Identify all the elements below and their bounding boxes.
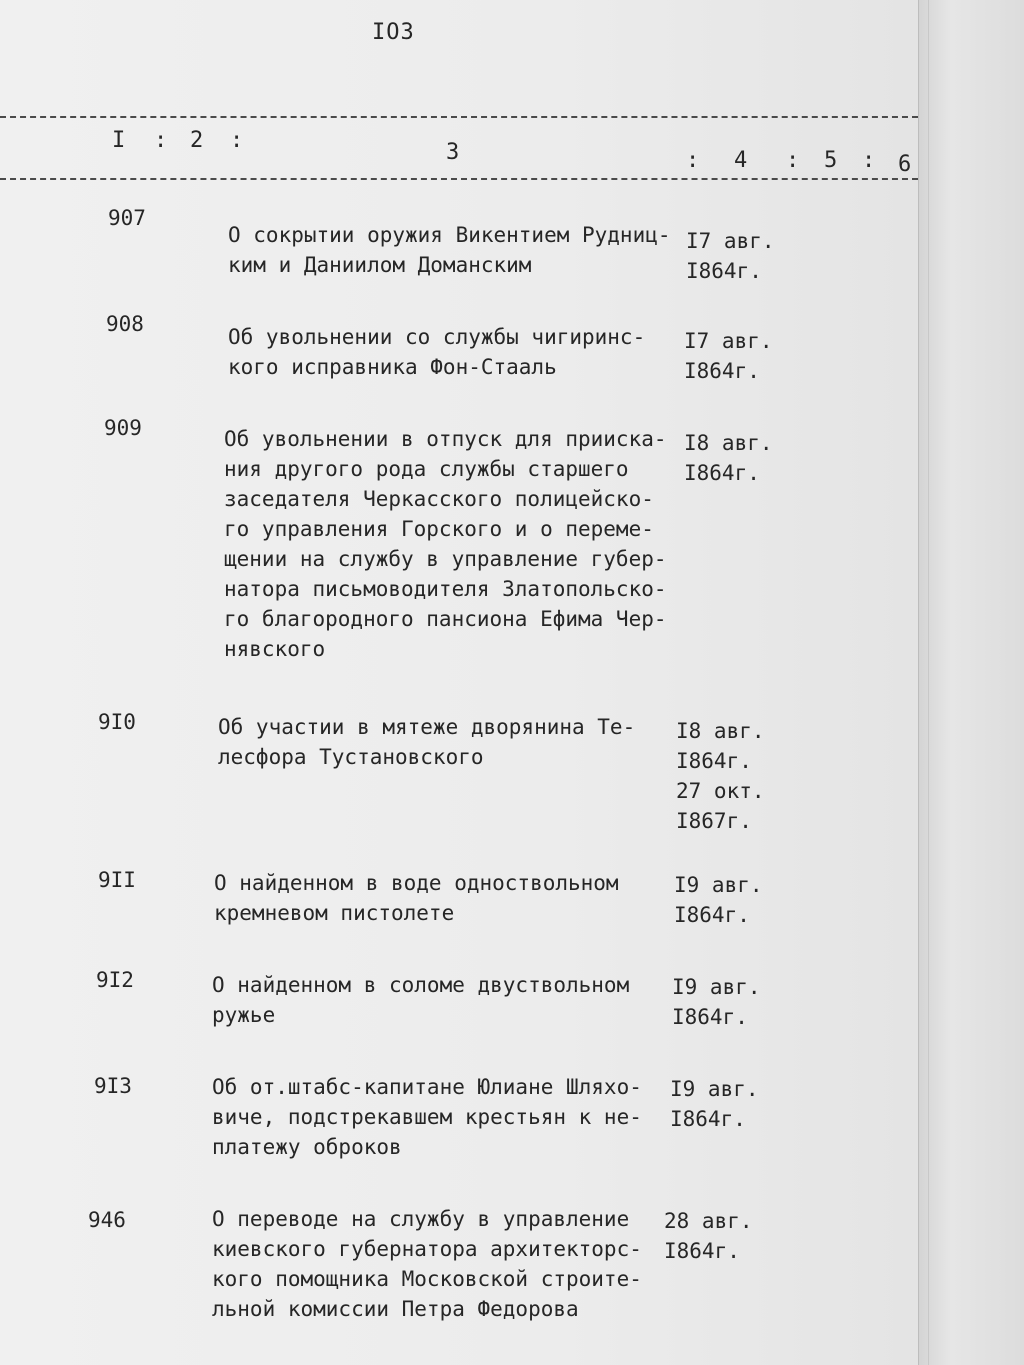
date-line: I864г. bbox=[672, 1005, 748, 1029]
entry-date bbox=[684, 428, 773, 488]
column-separator: : bbox=[154, 128, 168, 153]
entry-number: 909 bbox=[104, 416, 142, 440]
entry-title bbox=[228, 220, 671, 280]
header-rule-top bbox=[0, 116, 918, 118]
title-line: кремневом пистолете bbox=[214, 901, 455, 925]
date-line: I867г. bbox=[676, 809, 752, 833]
column-header-6: 6 bbox=[898, 152, 912, 177]
title-line: щении на службу в управление губер- bbox=[224, 547, 667, 571]
sheet-edge bbox=[928, 0, 929, 1365]
title-line: О переводе на службу в управление bbox=[212, 1207, 630, 1231]
entry-date bbox=[670, 1074, 759, 1134]
column-header-3: 3 bbox=[446, 140, 460, 165]
entry-number: 9I2 bbox=[96, 968, 134, 992]
entry-title bbox=[224, 424, 667, 664]
title-line: льной комиссии Петра Федорова bbox=[212, 1297, 579, 1321]
entry-number: 946 bbox=[88, 1208, 126, 1232]
title-line: Об увольнении со службы чигиринс- bbox=[228, 325, 646, 349]
underlying-sheet bbox=[918, 0, 1024, 1365]
entry-date bbox=[664, 1206, 753, 1266]
date-line: I864г. bbox=[676, 749, 752, 773]
title-line: виче, подстрекавшем крестьян к не- bbox=[212, 1105, 642, 1129]
date-line: I9 авг. bbox=[672, 975, 761, 999]
title-line: ким и Даниилом Доманским bbox=[228, 253, 532, 277]
title-line: Об участии в мятеже дворянина Те- bbox=[218, 715, 636, 739]
date-line: I864г. bbox=[686, 259, 762, 283]
column-separator: : bbox=[686, 148, 700, 173]
title-line: кого помощника Московской строите- bbox=[212, 1267, 642, 1291]
date-line: I864г. bbox=[684, 359, 760, 383]
entry-date bbox=[674, 870, 763, 930]
title-line: Об увольнении в отпуск для прииска- bbox=[224, 427, 667, 451]
date-line: I9 авг. bbox=[670, 1077, 759, 1101]
date-line: I8 авг. bbox=[676, 719, 765, 743]
date-line: I864г. bbox=[664, 1239, 740, 1263]
date-line: I9 авг. bbox=[674, 873, 763, 897]
entry-title bbox=[212, 970, 629, 1030]
title-line: заседателя Черкасского полицейско- bbox=[224, 487, 654, 511]
entry-date bbox=[672, 972, 761, 1032]
date-line: I7 авг. bbox=[684, 329, 773, 353]
header-rule-bottom bbox=[0, 178, 918, 180]
title-line: О найденном в воде одноствольном bbox=[214, 871, 619, 895]
title-line: кого исправника Фон-Стааль bbox=[228, 355, 557, 379]
date-line: 27 окт. bbox=[676, 779, 765, 803]
title-line: О найденном в соломе двуствольном bbox=[212, 973, 630, 997]
entry-number: 908 bbox=[106, 312, 144, 336]
entry-title bbox=[212, 1072, 642, 1162]
title-line: ружье bbox=[212, 1003, 276, 1027]
date-line: I864г. bbox=[684, 461, 760, 485]
title-line: го благородного пансиона Ефима Чер- bbox=[224, 607, 667, 631]
title-line: натора письмоводителя Златопольско- bbox=[224, 577, 667, 601]
entry-title bbox=[228, 322, 645, 382]
title-line: О сокрытии оружия Викентием Рудниц- bbox=[228, 223, 671, 247]
entry-title bbox=[218, 712, 635, 772]
entry-number: 9II bbox=[98, 868, 136, 892]
entry-date bbox=[686, 226, 775, 286]
date-line: I7 авг. bbox=[686, 229, 775, 253]
column-header-1: I bbox=[112, 128, 126, 153]
entry-number: 9I0 bbox=[98, 710, 136, 734]
column-separator: : bbox=[786, 148, 800, 173]
title-line: ния другого рода службы старшего bbox=[224, 457, 629, 481]
column-separator: : bbox=[230, 128, 244, 153]
column-separator: : bbox=[862, 148, 876, 173]
title-line: Об от.штабс-капитане Юлиане Шляхо- bbox=[212, 1075, 642, 1099]
entry-date bbox=[684, 326, 773, 386]
page-number: IO3 bbox=[372, 20, 415, 45]
entry-number: 9I3 bbox=[94, 1074, 132, 1098]
entry-date bbox=[676, 716, 765, 836]
title-line: нявского bbox=[224, 637, 326, 661]
column-header-5: 5 bbox=[824, 148, 838, 173]
date-line: I864г. bbox=[674, 903, 750, 927]
date-line: 28 авг. bbox=[664, 1209, 753, 1233]
title-line: киевского губернатора архитекторс- bbox=[212, 1237, 642, 1261]
title-line: лесфора Тустановского bbox=[218, 745, 484, 769]
entry-number: 907 bbox=[108, 206, 146, 230]
title-line: платежу оброков bbox=[212, 1135, 402, 1159]
title-line: го управления Горского и о переме- bbox=[224, 517, 654, 541]
entry-title bbox=[214, 868, 619, 928]
date-line: I8 авг. bbox=[684, 431, 773, 455]
entry-title bbox=[212, 1204, 642, 1324]
column-header-2: 2 bbox=[190, 128, 204, 153]
column-header-4: 4 bbox=[734, 148, 748, 173]
column-headers bbox=[0, 128, 918, 177]
date-line: I864г. bbox=[670, 1107, 746, 1131]
